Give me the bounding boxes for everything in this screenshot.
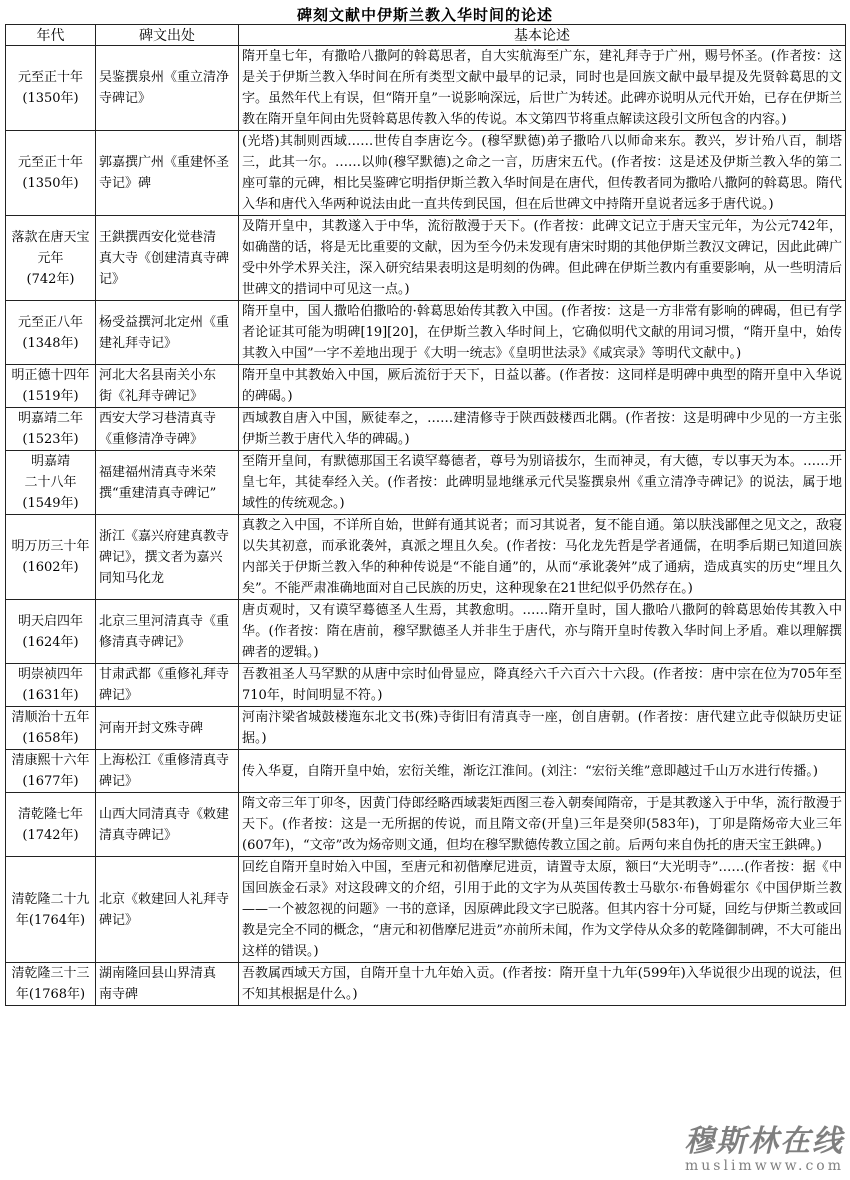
row-era-cell: 明嘉靖二年 (1523年) [6, 408, 96, 451]
table-row [6, 707, 846, 750]
row-source-cell: 河南开封文殊寺碑 [96, 707, 239, 750]
watermark-logo [684, 1126, 844, 1174]
table-row [6, 750, 846, 793]
table-row [6, 131, 846, 216]
row-source-cell: 西安大学习巷清真寺 《重修清净寺碑》 [96, 408, 239, 451]
row-source-cell: 北京《敕建回人礼拜寺 碑记》 [96, 857, 239, 963]
row-era-cell: 明正德十四年 (1519年) [6, 365, 96, 408]
row-description-cell: 唐贞观时，又有谟罕蓦德圣人生焉，其教愈明。……隋开皇时，国人撒哈八撒阿的斡葛思始传其教入中华。(作者按：隋在唐前，穆罕默德圣人并非生于唐代，亦与隋开皇时传教入华时间上矛盾。难以理解撰碑者的逻辑。) [239, 600, 846, 664]
row-source-cell: 河北大名县南关小东 街《礼拜寺碑记》 [96, 365, 239, 408]
row-description-cell: 隋文帝三年丁卯冬，因黄门侍郎经略西域裴矩西图三卷入朝奏闻隋帝，于是其教遂入于中华，流行散漫于天下。(作者按：这是一无所据的传说，而且隋文帝(开皇)三年是癸卯(583年)，丁卯是隋炀帝大业三年(607年)，“文帝”改为炀帝则文通，但均在穆罕默德传教立国之前。后两句来自伪托的唐天宝王鉷碑。) [239, 793, 846, 857]
row-source-cell: 甘肃武都《重修礼拜寺 碑记》 [96, 664, 239, 707]
row-description-cell: 河南汴梁省城鼓楼迤东北文书(殊)寺街旧有清真寺一座，创自唐朝。(作者按：唐代建立此寺似缺历史证据。) [239, 707, 846, 750]
table-row [6, 365, 846, 408]
row-source-cell: 杨受益撰河北定州《重 建礼拜寺记》 [96, 301, 239, 365]
table-row [6, 301, 846, 365]
table-row [6, 857, 846, 963]
row-description-cell: (光塔)其制则西域……世传自李唐讫今。(穆罕默德)弟子撒哈八以师命来东。教兴，岁计殆八百，制塔三，此其一尔。……以帅(穆罕默德)之命之一言，历唐宋五代。(作者按：这是述及伊斯兰教入华的第二座可靠的元碑，相比吴鉴碑它明指伊斯兰教入华时间是在唐代，但传教者同为撒哈八撒阿的斡葛思。隋代入华和唐代入华两种说法由此一直共传到民国，但在后世碑文中持隋开皇说者远多于唐代说。) [239, 131, 846, 216]
row-source-cell: 福建福州清真寺米荣 撰“重建清真寺碑记” [96, 451, 239, 515]
row-source-cell: 北京三里河清真寺《重 修清真寺碑记》 [96, 600, 239, 664]
row-description-cell: 西域教自唐入中国，厥徒奉之，……建清修寺于陕西鼓楼西北隅。(作者按：这是明碑中少见的一方主张伊斯兰教于唐代入华的碑碣。) [239, 408, 846, 451]
row-description-cell: 传入华夏，自隋开皇中始，宏衍关维，渐讫江淮间。(刘注：“宏衍关维”意即越过千山万水进行传播。) [239, 750, 846, 793]
row-era-cell: 元至正八年 (1348年) [6, 301, 96, 365]
table-header-row [6, 25, 846, 46]
row-description-cell: 真教之入中国，不详所自始，世鲜有通其说者；而习其说者，复不能自通。第以肤浅鄙俚之见文之，敌寝以失其初意，而承讹袭舛，真派之埋且久矣。(作者按：马化龙先哲是学者通儒，在明季后期已知道回族内部关于伊斯兰教入华的种种传说是“不能自通”的，从而“承讹袭舛”成了通病，造成真实的历史“埋且久矣”。不能严肃准确地面对自己民族的历史，这种现象在21世纪似乎仍然存在。) [239, 515, 846, 600]
row-era-cell: 明嘉靖 二十八年 (1549年) [6, 451, 96, 515]
row-era-cell: 清康熙十六年 (1677年) [6, 750, 96, 793]
row-era-cell: 落款在唐天宝 元年 (742年) [6, 216, 96, 301]
table-row [6, 216, 846, 301]
row-era-cell: 清乾隆二十九 年(1764年) [6, 857, 96, 963]
row-source-cell: 王鉷撰西安化觉巷清 真大寺《创建清真寺碑 记》 [96, 216, 239, 301]
row-era-cell: 明万历三十年 (1602年) [6, 515, 96, 600]
row-source-cell: 山西大同清真寺《敕建 清真寺碑记》 [96, 793, 239, 857]
row-era-cell: 元至正十年 (1350年) [6, 46, 96, 131]
row-era-cell: 清乾隆三十三 年(1768年) [6, 963, 96, 1006]
table-row [6, 408, 846, 451]
page-title: 碑刻文献中伊斯兰教入华时间的论述 [296, 6, 553, 24]
row-era-cell: 明崇祯四年 (1631年) [6, 664, 96, 707]
row-source-cell: 湖南隆回县山界清真 南寺碑 [96, 963, 239, 1006]
table-row [6, 963, 846, 1006]
row-era-cell: 元至正十年 (1350年) [6, 131, 96, 216]
row-source-cell: 吴鉴撰泉州《重立清净 寺碑记》 [96, 46, 239, 131]
table-body [6, 46, 846, 1006]
row-description-cell: 隋开皇中其教始入中国，厥后流衍于天下，日益以蕃。(作者按：这同样是明碑中典型的隋开皇中入华说的碑碣。) [239, 365, 846, 408]
column-header-description: 基本论述 [239, 25, 846, 46]
table-row [6, 600, 846, 664]
table-row [6, 46, 846, 131]
row-description-cell: 吾教祖圣人马罕默的从唐中宗时仙骨显应，降真经六千六百六十六段。(作者按：唐中宗在位为705年至710年，时间明显不符。) [239, 664, 846, 707]
row-era-cell: 清乾隆七年 (1742年) [6, 793, 96, 857]
row-source-cell: 上海松江《重修清真寺 碑记》 [96, 750, 239, 793]
table-row [6, 451, 846, 515]
stele-table [5, 24, 846, 1006]
row-description-cell: 隋开皇七年，有撒哈八撒阿的斡葛思者，自大实航海至广东，建礼拜寺于广州，赐号怀圣。(作者按：这是关于伊斯兰教入华时间在所有类型文献中最早的记录，同时也是回族文献中最早提及先贤斡葛思的文字。虽然年代上有误，但“隋开皇”一说影响深远，后世广为转述。此碑亦说明从元代开始，已存在伊斯兰教在隋开皇年间由先贤斡葛思传教入华的传说。本文第四节将重点解读这段引文所包含的内容。) [239, 46, 846, 131]
watermark-url: muslimwww.com [685, 1158, 844, 1174]
row-description-cell: 及隋开皇中，其教遂入于中华，流衍散漫于天下。(作者按：此碑文记立于唐天宝元年，为公元742年，如确凿的话，将是无比重要的文献，因为至今仍未发现有唐宋时期的其他伊斯兰教汉文碑记，因此此碑广受中外学术界关注，深入研究结果表明这是明刻的伪碑。但此碑在伊斯兰教内有重要影响，从一些明清后世碑文的措词中可见这一点。) [239, 216, 846, 301]
row-description-cell: 回纥自隋开皇时始入中国，至唐元和初偕摩尼进贡，请置寺太原，额曰“大光明寺”……(作者按：据《中国回族金石录》对这段碑文的介绍，引用于此的文字为从英国传教士马歇尔·布鲁姆霍尔《中国伊斯兰教——一个被忽视的问题》一书的意译，因原碑此段文字已脱落。但其内容十分可疑，回纥与伊斯兰教或回教是完全不同的概念，“唐元和初偕摩尼进贡”亦前所未闻，作为文学侍从众多的乾隆御制碑，不大可能出这样的错误。) [239, 857, 846, 963]
table-row [6, 515, 846, 600]
row-era-cell: 明天启四年 (1624年) [6, 600, 96, 664]
row-era-cell: 清顺治十五年 (1658年) [6, 707, 96, 750]
column-header-era: 年代 [6, 25, 96, 46]
watermark-brand: 穆斯林在线 [684, 1124, 844, 1159]
table-row [6, 793, 846, 857]
row-description-cell: 吾教属西域天方国，自隋开皇十九年始入贡。(作者按：隋开皇十九年(599年)入华说很少出现的说法，但不知其根据是什么。) [239, 963, 846, 1006]
column-header-source: 碑文出处 [96, 25, 239, 46]
row-source-cell: 郭嘉撰广州《重建怀圣 寺记》碑 [96, 131, 239, 216]
row-source-cell: 浙江《嘉兴府建真教寺 碑记》，撰文者为嘉兴 同知马化龙 [96, 515, 239, 600]
row-description-cell: 隋开皇中，国人撒哈伯撒哈的·斡葛思始传其教入中国。(作者按：这是一方非常有影响的碑碣，但已有学者论证其可能为明碑[19][20]，在伊斯兰教入华时间上，它确似明代文献的用词习惯，“隋开皇中，始传其教入中国”一字不差地出现于《大明一统志》《皇明世法录》《咸宾录》等明代文献中。) [239, 301, 846, 365]
row-description-cell: 至隋开皇间，有默德那国王名谟罕蓦德者，尊号为别谙拔尔，生而神灵，有大德，专以事天为本。……开皇七年，其徒奉经入关。(作者按：此碑明显地继承元代吴鉴撰泉州《重立清净寺碑记》的说法，属于地域性的传统观念。) [239, 451, 846, 515]
table-row [6, 664, 846, 707]
